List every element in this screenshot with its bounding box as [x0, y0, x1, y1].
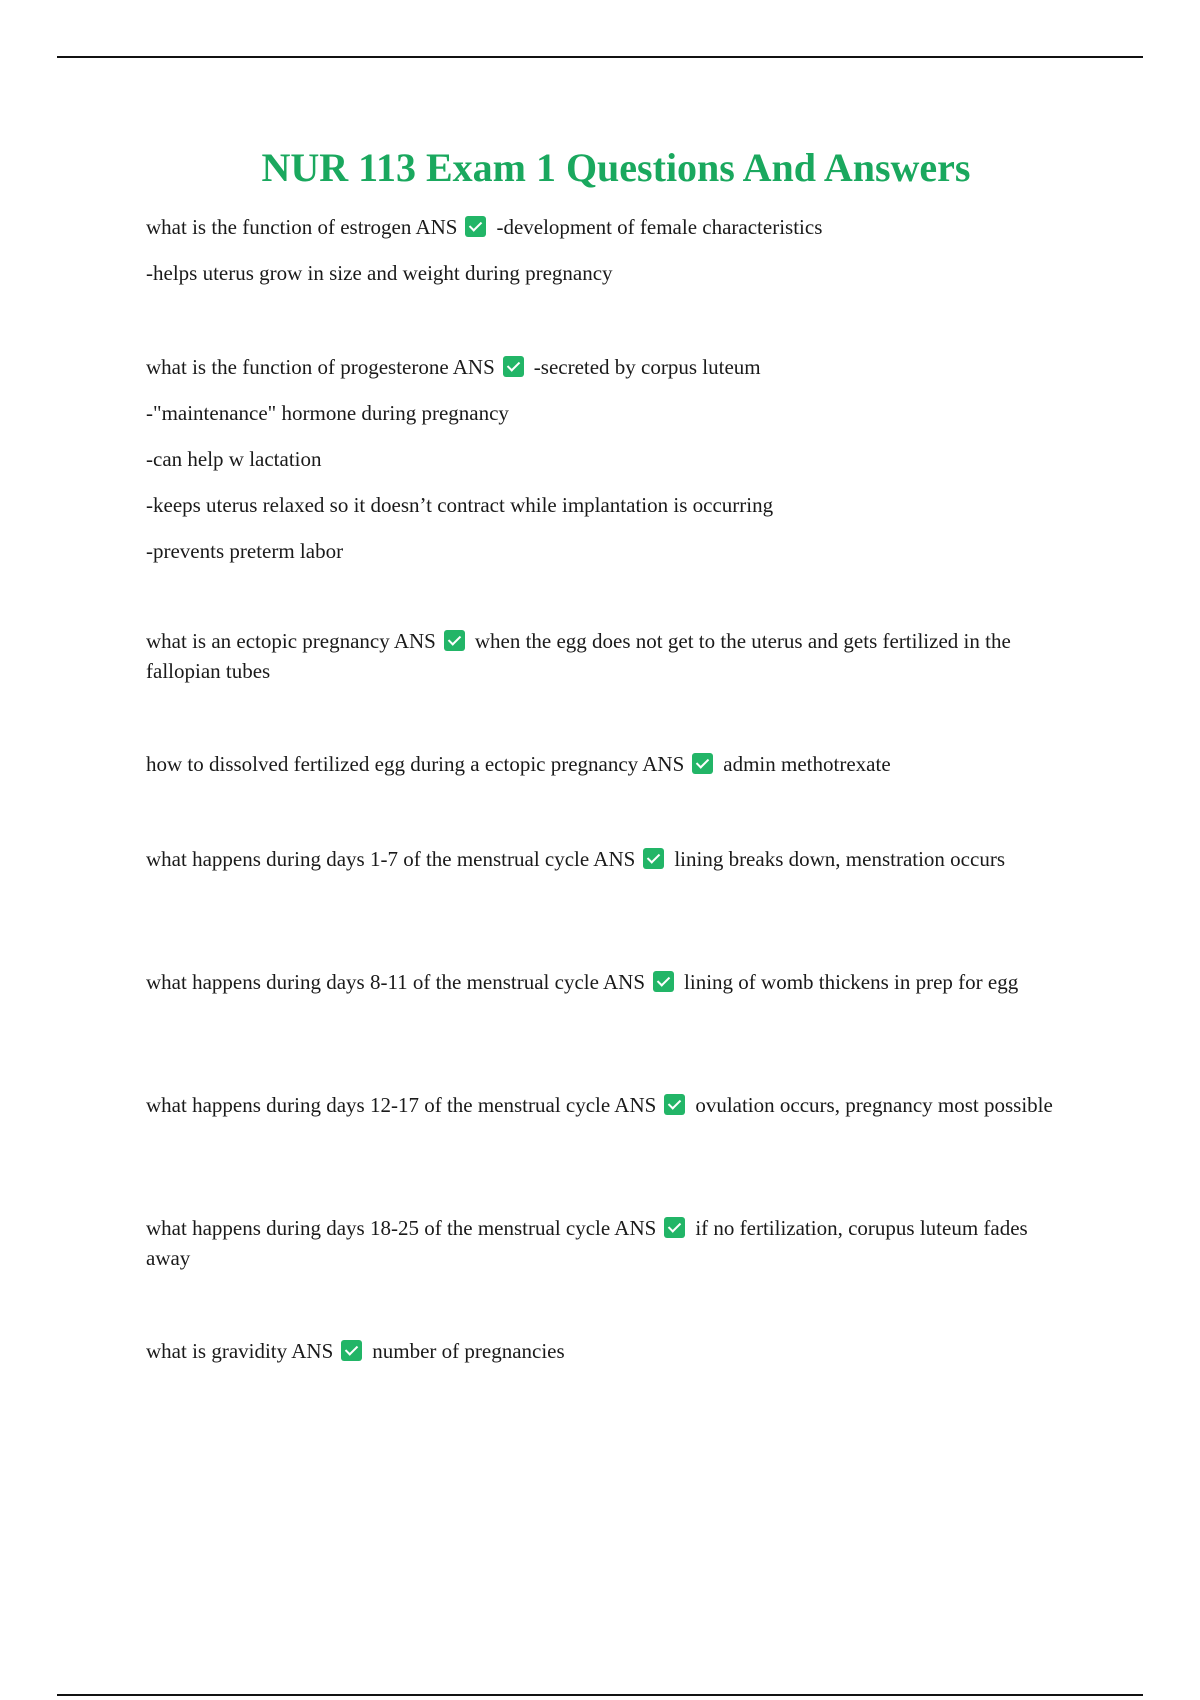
answer-text: admin methotrexate — [723, 752, 891, 776]
answer-text: lining breaks down, menstration occurs — [674, 847, 1005, 871]
answer-text: ovulation occurs, pregnancy most possible — [695, 1093, 1053, 1117]
answer-text: -secreted by corpus luteum — [533, 355, 761, 379]
check-icon — [341, 1340, 362, 1361]
answer-extra-line: -"maintenance" hormone during pregnancy — [146, 401, 509, 425]
bottom-rule — [57, 1694, 1143, 1696]
qa-item — [146, 1090, 1076, 1120]
qa-question-line — [146, 967, 1076, 997]
qa-question-line — [146, 749, 891, 779]
question-text: what happens during days 18-25 of the menstrual cycle ANS — [146, 1216, 657, 1240]
check-icon — [653, 971, 674, 992]
qa-question-line — [146, 1213, 1076, 1273]
top-rule — [57, 56, 1143, 58]
answer-extra-line: -keeps uterus relaxed so it doesn’t contract while implantation is occurring — [146, 493, 774, 517]
answer-extra-line: -can help w lactation — [146, 447, 322, 471]
check-icon — [465, 216, 486, 237]
qa-item — [146, 1336, 565, 1366]
question-text: what happens during days 8-11 of the menstrual cycle ANS — [146, 970, 646, 994]
question-text: what is the function of progesterone ANS — [146, 355, 495, 379]
answer-text: if no fertilization, corupus luteum fades away — [146, 1216, 1028, 1270]
qa-item — [146, 844, 1076, 874]
qa-question-line — [146, 844, 1076, 874]
document-title: NUR 113 Exam 1 Questions And Answers — [261, 145, 971, 190]
check-icon — [692, 753, 713, 774]
answer-text: number of pregnancies — [372, 1339, 565, 1363]
question-text: what is the function of estrogen ANS — [146, 215, 458, 239]
qa-question-line — [146, 352, 773, 382]
answer-extra-line: -prevents preterm labor — [146, 539, 344, 563]
qa-item — [146, 352, 773, 582]
answer-extra-line: -helps uterus grow in size and weight during pregnancy — [146, 261, 613, 285]
qa-question-line — [146, 1336, 565, 1366]
qa-item — [146, 749, 891, 779]
answer-text: lining of womb thickens in prep for egg — [684, 970, 1019, 994]
answer-text: when the egg does not get to the uterus and gets fertilized in the fallopian tubes — [146, 629, 1011, 683]
qa-item — [146, 1213, 1076, 1273]
check-icon — [503, 356, 524, 377]
question-text: what is gravidity ANS — [146, 1339, 334, 1363]
qa-item — [146, 967, 1076, 997]
question-text: what is an ectopic pregnancy ANS — [146, 629, 436, 653]
question-text: what happens during days 1-7 of the menstrual cycle ANS — [146, 847, 636, 871]
question-text: how to dissolved fertilized egg during a ectopic pregnancy ANS — [146, 752, 685, 776]
check-icon — [664, 1217, 685, 1238]
check-icon — [643, 848, 664, 869]
qa-item — [146, 626, 1076, 686]
check-icon — [444, 630, 465, 651]
qa-item — [146, 212, 822, 304]
question-text: what happens during days 12-17 of the menstrual cycle ANS — [146, 1093, 657, 1117]
qa-question-line — [146, 626, 1076, 686]
check-icon — [664, 1094, 685, 1115]
qa-question-line — [146, 1090, 1076, 1120]
qa-question-line — [146, 212, 822, 242]
answer-text: -development of female characteristics — [496, 215, 823, 239]
